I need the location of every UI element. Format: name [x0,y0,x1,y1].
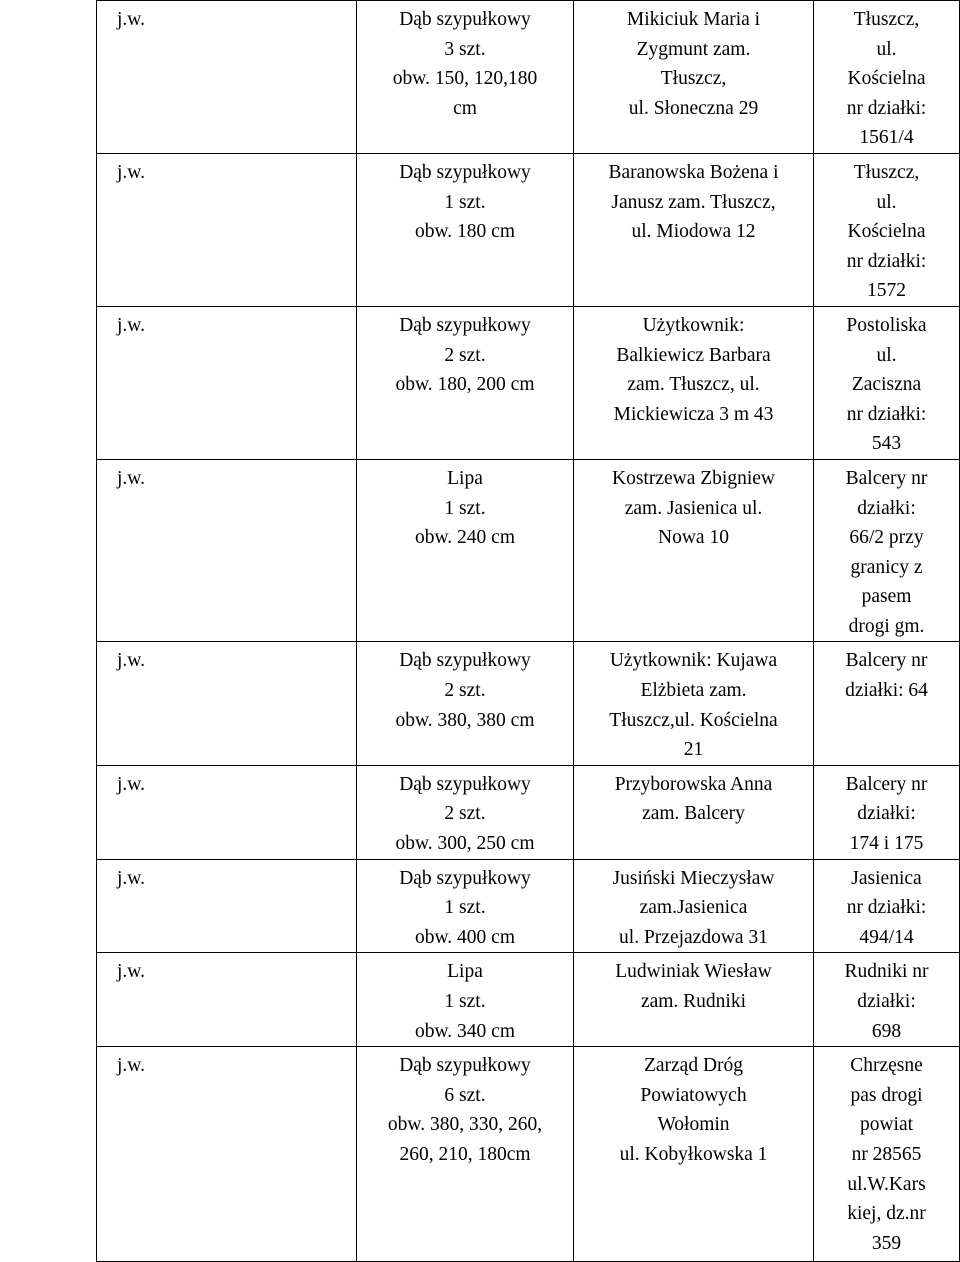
location-cell-line: Balcery nr [845,773,928,795]
owner-cell [574,765,814,859]
location-cell-line: działki: [857,991,916,1012]
species-cell-line: Dąb szypułkowy [399,867,531,889]
location-cell-line: ul.W.Kars [847,1173,926,1195]
species-cell-line: 1 szt. [444,897,486,919]
species-cell-line: obw. 180, 200 cm [395,374,535,396]
owner-cell-line: Janusz zam. Tłuszcz, [611,191,776,213]
species-cell-line: Lipa [447,467,483,489]
species-cell [357,859,574,953]
table-row [97,642,960,765]
species-cell-line: 1 szt. [444,991,486,1012]
species-cell-line: 2 szt. [444,344,486,366]
owner-cell-line: ul. Kobyłkowska 1 [619,1143,768,1165]
owner-cell-line: zam. Tłuszcz, ul. [627,374,760,396]
species-cell-line: obw. 300, 250 cm [395,833,535,855]
owner-cell-line: ul. Przejazdowa 31 [619,926,768,948]
species-cell-line: obw. 180 cm [414,221,515,243]
reference-cell: j.w. [97,859,357,953]
owner-cell-line: 21 [683,739,704,761]
owner-cell-line: Mikiciuk Maria i [626,9,761,30]
species-cell-line: 6 szt. [444,1084,486,1106]
species-cell-line: obw. 380, 380 cm [395,709,535,731]
location-cell-line: ul. [876,191,897,213]
table-row [97,153,960,306]
location-cell-line: Zaciszna [851,374,922,396]
location-cell-line: 543 [871,433,902,455]
species-cell-line: 2 szt. [444,803,486,825]
species-cell-line: 260, 210, 180cm [399,1143,531,1165]
owner-cell [574,153,814,306]
location-cell-line: nr działki: [846,897,927,919]
owner-cell-line: Baranowska Bożena i [608,161,779,183]
species-cell [357,153,574,306]
species-cell [357,642,574,765]
table-row [97,306,960,459]
species-cell [357,953,574,1047]
owner-cell-line: Zygmunt zam. [636,38,751,60]
table-row [97,459,960,642]
reference-cell: j.w. [97,153,357,306]
owner-cell-line: Użytkownik: Kujawa [609,650,778,672]
owner-cell [574,1047,814,1262]
owner-cell-line: Ludwiniak Wiesław [615,961,772,983]
location-cell-line: pas drogi [850,1084,923,1106]
owner-cell-line: zam. Rudniki [640,991,747,1012]
location-cell-line: Kościelna [847,68,926,90]
location-cell-line: Postoliska [846,314,927,336]
location-cell-line: działki: 64 [845,680,928,702]
table-row [97,1,960,154]
location-cell-line: nr działki: [846,97,927,119]
owner-cell-line: Kostrzewa Zbigniew [612,467,775,489]
table-body [97,1,960,1262]
location-cell-line: Chrzęsne [850,1055,923,1077]
species-cell-line: obw. 150, 120,180 [392,68,538,90]
species-cell [357,1047,574,1262]
location-cell-line: ul. [876,38,897,60]
location-cell [814,1047,960,1262]
location-cell [814,859,960,953]
species-cell-line: Lipa [447,961,483,983]
owner-cell-line: Nowa 10 [658,527,729,549]
species-cell-line: cm [453,97,477,119]
location-cell [814,953,960,1047]
location-cell-line: Balcery nr [845,650,928,672]
location-cell-line: Jasienica [851,867,922,889]
location-cell-line: działki: [857,497,916,519]
species-cell [357,459,574,642]
reference-cell: j.w. [97,765,357,859]
reference-cell: j.w. [97,1,357,154]
species-cell-line: Dąb szypułkowy [399,773,531,795]
owner-cell-line: ul. Słoneczna 29 [628,97,759,119]
species-cell-line: obw. 380, 330, 260, [387,1114,543,1136]
location-cell-line: Balcery nr [845,467,928,489]
owner-cell-line: zam. Jasienica ul. [624,497,763,519]
species-cell-line: 3 szt. [444,38,486,60]
owner-cell-line: Mickiewicza 3 m 43 [613,403,774,425]
species-cell-line: Dąb szypułkowy [399,314,531,336]
location-cell-line: Tłuszcz, [853,9,920,30]
location-cell [814,642,960,765]
owner-cell [574,306,814,459]
species-cell-line: Dąb szypułkowy [399,650,531,672]
reference-cell: j.w. [97,953,357,1047]
location-cell-line: 698 [871,1020,902,1042]
species-cell [357,306,574,459]
location-cell-line: nr działki: [846,250,927,272]
table-row [97,1047,960,1262]
species-cell-line: 1 szt. [444,191,486,213]
location-cell [814,765,960,859]
location-cell-line: drogi gm. [848,615,925,637]
location-cell-line: 359 [871,1232,902,1254]
location-cell-line: granicy z [850,556,923,578]
owner-cell-line: Tłuszcz, [660,68,727,90]
species-cell-line: Dąb szypułkowy [399,161,531,183]
location-cell-line: działki: [857,803,916,825]
location-cell-line: 494/14 [859,926,914,948]
owner-cell [574,859,814,953]
owner-cell-line: Zarząd Dróg [643,1055,744,1077]
owner-cell-line: Wołomin [657,1114,730,1136]
species-cell-line: Dąb szypułkowy [399,9,531,30]
species-cell-line: obw. 340 cm [414,1020,515,1042]
species-cell-line: obw. 240 cm [414,527,515,549]
location-cell-line: 1572 [867,280,906,302]
tree-register-table [96,0,960,1262]
owner-cell-line: Elżbieta zam. [640,680,747,702]
reference-cell: j.w. [97,459,357,642]
location-cell-line: 1561/4 [859,127,914,149]
location-cell [814,153,960,306]
species-cell-line: obw. 400 cm [414,926,515,948]
owner-cell-line: Użytkownik: [642,314,745,336]
location-cell-line: 174 i 175 [849,833,924,855]
species-cell-line: 2 szt. [444,680,486,702]
table-row [97,765,960,859]
location-cell-line: pasem [861,586,912,608]
owner-cell [574,642,814,765]
owner-cell-line: zam. Balcery [642,803,745,825]
owner-cell-line: Przyborowska Anna [614,773,773,795]
species-cell-line: Dąb szypułkowy [399,1055,531,1077]
reference-cell: j.w. [97,642,357,765]
owner-cell-line: ul. Miodowa 12 [631,221,756,243]
location-cell [814,1,960,154]
location-cell-line: powiat [859,1114,914,1136]
location-cell-line: Rudniki nr [844,961,929,983]
species-cell [357,1,574,154]
owner-cell [574,1,814,154]
location-cell [814,306,960,459]
reference-cell: j.w. [97,1047,357,1262]
location-cell-line: 66/2 przy [849,527,924,549]
location-cell [814,459,960,642]
species-cell-line: 1 szt. [444,497,486,519]
location-cell-line: Kościelna [847,221,926,243]
location-cell-line: nr 28565 [851,1143,922,1165]
owner-cell [574,953,814,1047]
species-cell [357,765,574,859]
location-cell-line: nr działki: [846,403,927,425]
owner-cell-line: zam.Jasienica [639,897,748,919]
owner-cell-line: Jusiński Mieczysław [612,867,775,889]
owner-cell [574,459,814,642]
location-cell-line: kiej, dz.nr [847,1203,926,1225]
location-cell-line: ul. [876,344,897,366]
owner-cell-line: Tłuszcz,ul. Kościelna [609,709,778,731]
location-cell-line: Tłuszcz, [853,161,920,183]
reference-cell: j.w. [97,306,357,459]
table-row [97,953,960,1047]
owner-cell-line: Powiatowych [640,1084,747,1106]
owner-cell-line: Balkiewicz Barbara [616,344,771,366]
table-row [97,859,960,953]
